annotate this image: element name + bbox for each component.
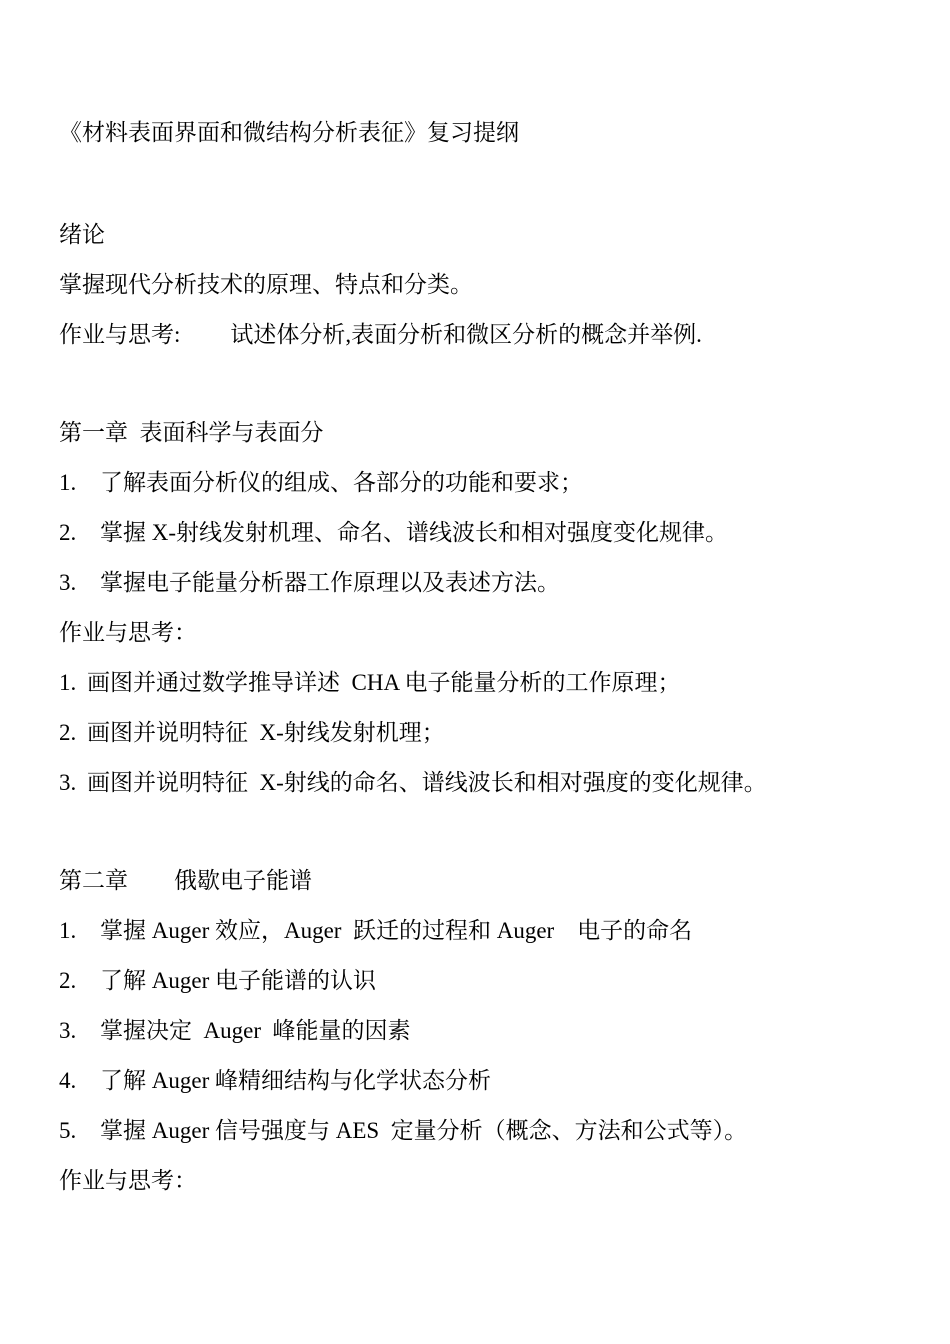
chapter1-homework-item [59, 718, 445, 748]
item-number: 2. [59, 720, 77, 745]
chapter1-homework-label: 作业与思考： [59, 620, 197, 645]
item-number: 3. [59, 570, 77, 595]
item-text: 了解 Auger 峰精细结构与化学状态分析 [100, 1068, 491, 1093]
chapter1-homework-item [59, 668, 681, 698]
chapter1-item [59, 468, 583, 498]
item-number: 1. [59, 670, 77, 695]
chapter1-homework-item [59, 768, 767, 798]
item-number: 3. [59, 1018, 77, 1043]
item-number: 2. [59, 968, 77, 993]
item-number: 2. [59, 520, 77, 545]
chapter2-item [59, 1016, 410, 1046]
document-title: 《材料表面界面和微结构分析表征》复习提纲 [59, 120, 519, 145]
item-text: 掌握电子能量分析器工作原理以及表述方法。 [100, 570, 560, 595]
item-number: 1. [59, 918, 77, 943]
item-number: 4. [59, 1068, 77, 1093]
item-text: 掌握 X-射线发射机理、命名、谱线波长和相对强度变化规律。 [100, 520, 729, 545]
item-text: 掌握决定 Auger 峰能量的因素 [100, 1018, 411, 1043]
item-text: 画图并通过数学推导详述 CHA 电子能量分析的工作原理； [87, 670, 681, 695]
item-text: 掌握 Auger 信号强度与 AES 定量分析（概念、方法和公式等）。 [100, 1118, 748, 1143]
item-number: 1. [59, 470, 77, 495]
item-text: 掌握 Auger 效应，Auger 跃迁的过程和 Auger 电子的命名 [100, 918, 693, 943]
intro-heading: 绪论 [59, 222, 105, 247]
item-text: 了解 Auger 电子能谱的认识 [100, 968, 376, 993]
item-text: 画图并说明特征 X-射线的命名、谱线波长和相对强度的变化规律。 [87, 770, 767, 795]
intro-homework [59, 320, 702, 350]
intro-homework-text: 试述体分析,表面分析和微区分析的概念并举例. [230, 322, 702, 347]
chapter2-item [59, 966, 376, 996]
chapter2-item [59, 916, 692, 946]
item-number: 3. [59, 770, 77, 795]
chapter1-heading: 第一章 表面科学与表面分 [59, 420, 324, 445]
chapter1-item [59, 518, 728, 548]
intro-objective: 掌握现代分析技术的原理、特点和分类。 [59, 272, 473, 297]
chapter2-item [59, 1116, 747, 1146]
item-number: 5. [59, 1118, 77, 1143]
intro-homework-label: 作业与思考: [59, 322, 181, 347]
chapter2-item [59, 1066, 491, 1096]
chapter2-homework-label: 作业与思考： [59, 1168, 197, 1193]
chapter1-item [59, 568, 560, 598]
item-text: 了解表面分析仪的组成、各部分的功能和要求； [100, 470, 583, 495]
chapter2-heading: 第二章 俄歇电子能谱 [59, 868, 312, 893]
item-text: 画图并说明特征 X-射线发射机理； [87, 720, 445, 745]
